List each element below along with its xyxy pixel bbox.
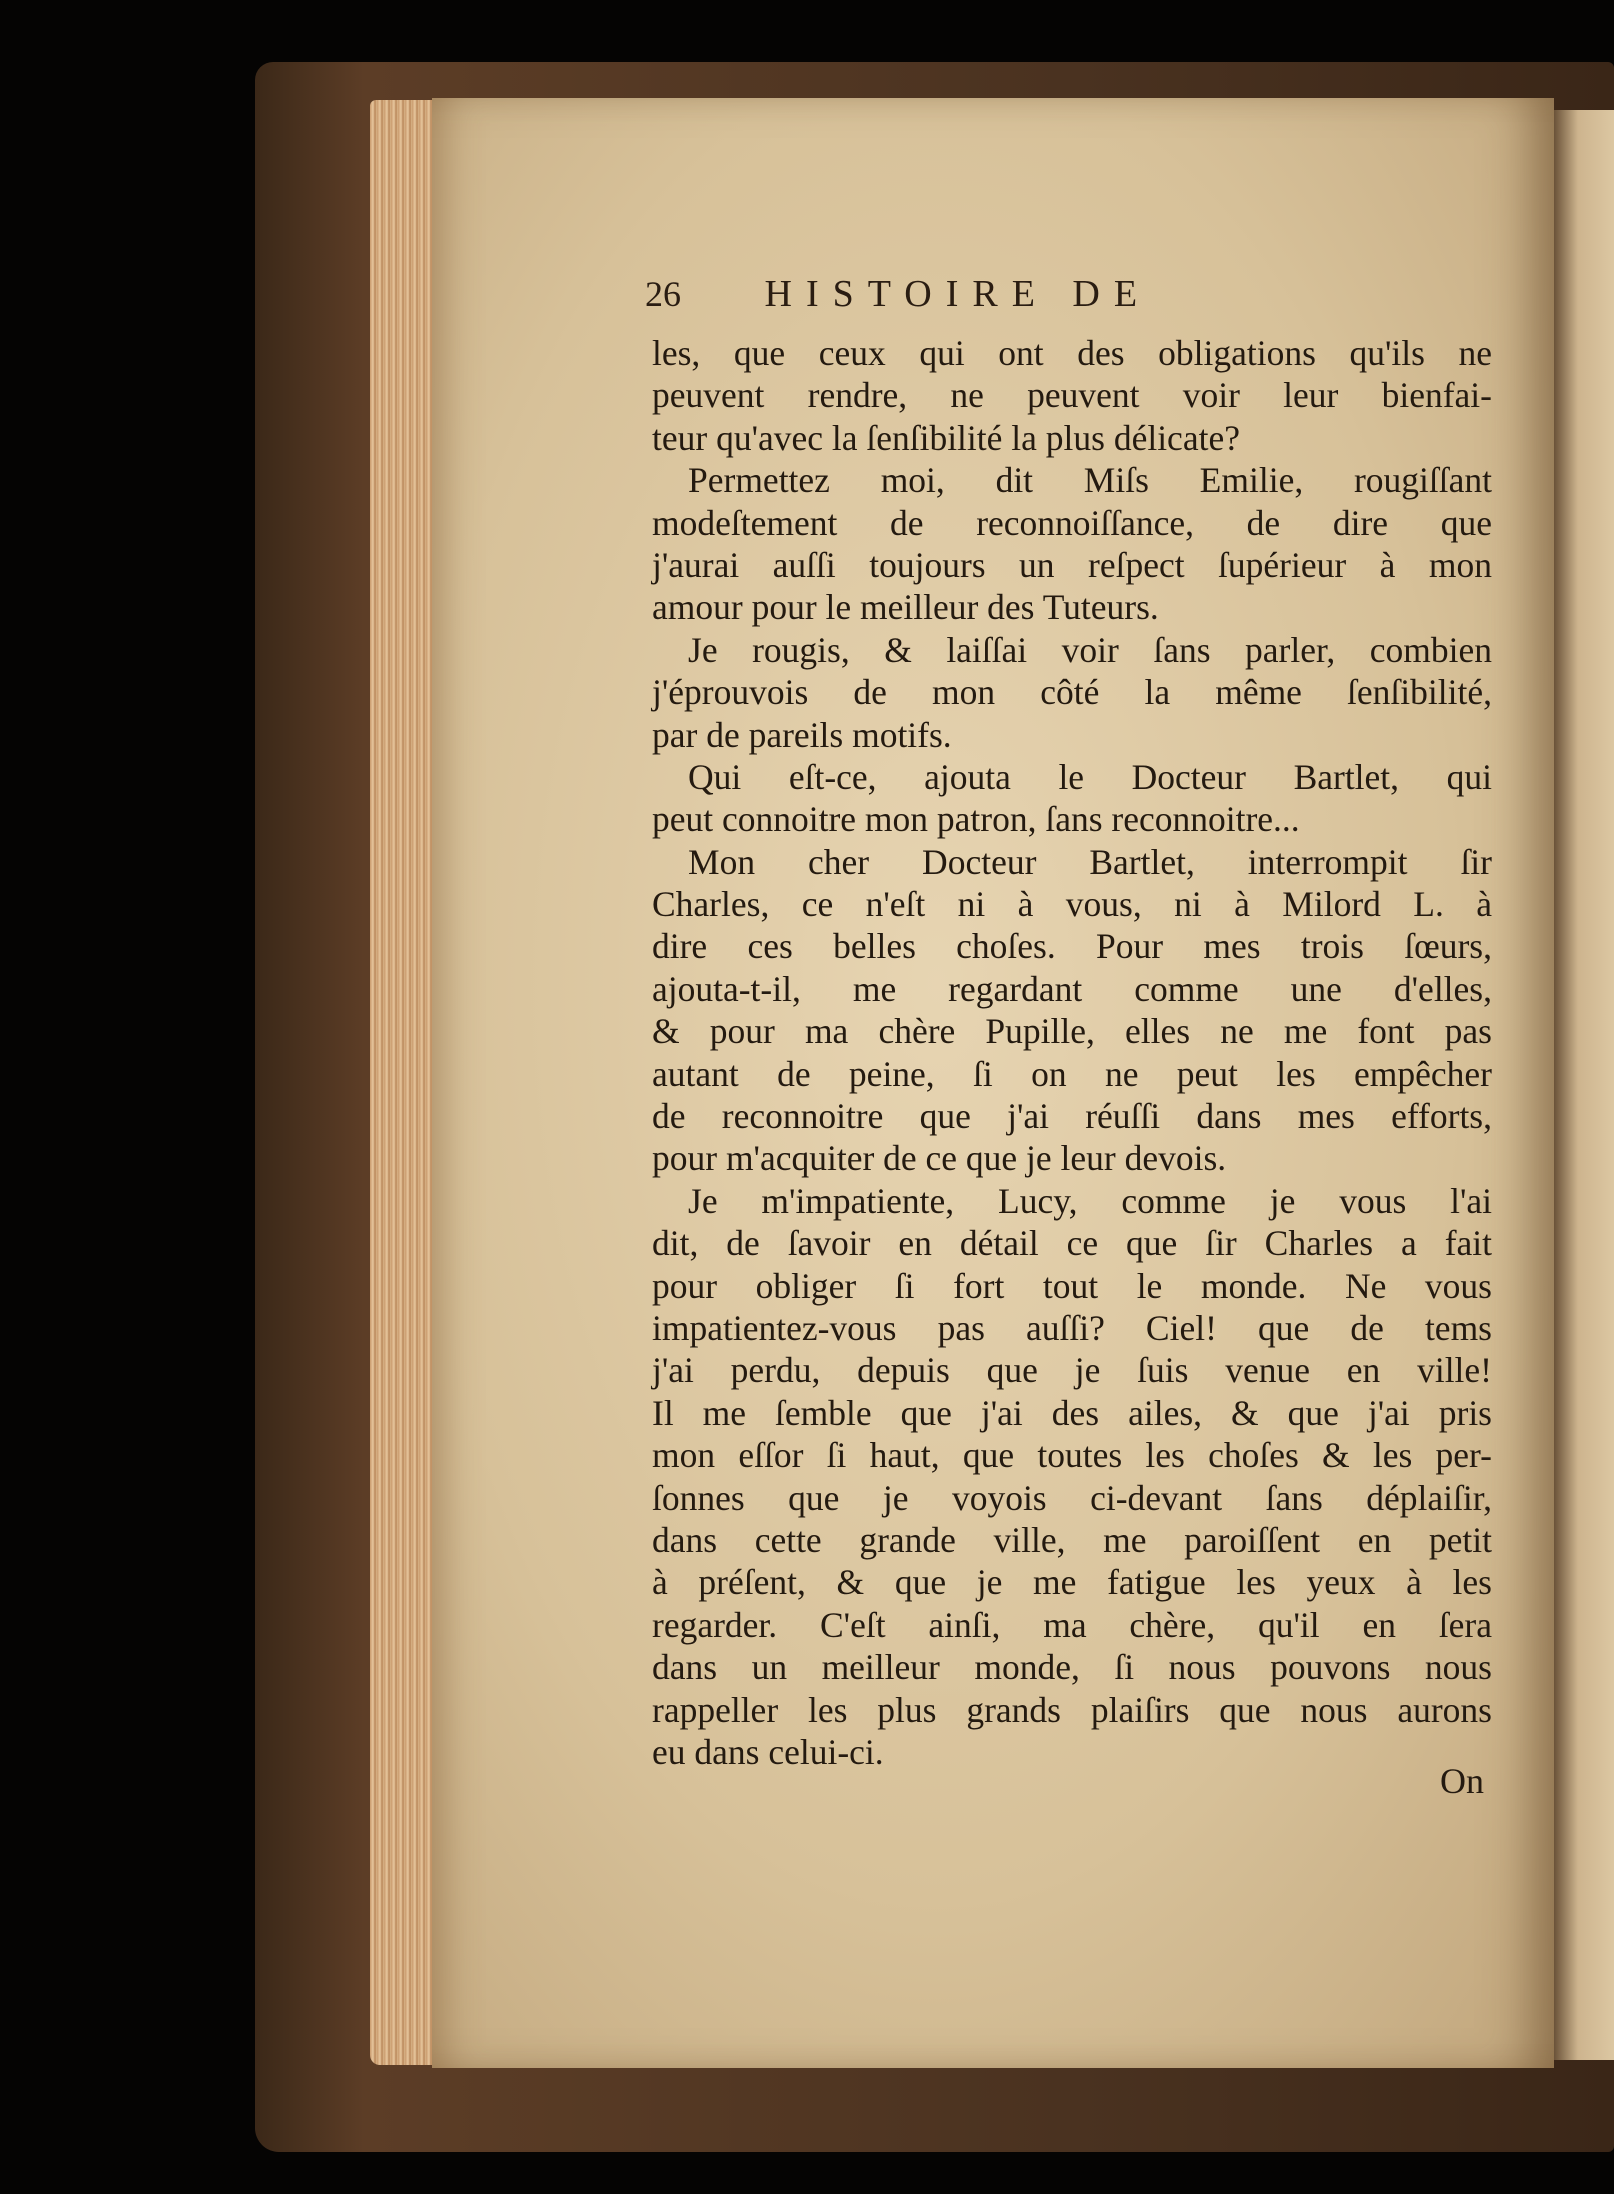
text-line: Charles, ce n'eſt ni à vous, ni à Milord L. à xyxy=(652,884,1492,925)
facing-page-edge xyxy=(1554,110,1614,2060)
text-line: peut connoitre mon patron, ſans reconnoitre... xyxy=(652,799,1300,840)
text-line: les, que ceux qui ont des obligations qu'ils ne xyxy=(652,333,1492,373)
text-line: & pour ma chère Pupille, elles ne me font pas xyxy=(652,1011,1492,1052)
text-line: peuvent rendre, ne peuvent voir leur bienfai- xyxy=(652,375,1492,416)
page-header xyxy=(645,272,1365,322)
text-line: Mon cher Docteur Bartlet, interrompit ſir xyxy=(688,841,1492,882)
text-line: dans un meilleur monde, ſi nous pouvons nous xyxy=(652,1647,1492,1688)
text-line: rappeller les plus grands plaiſirs que nous aurons xyxy=(652,1689,1492,1730)
text-line: j'éprouvois de mon côté la même ſenſibilité, xyxy=(652,672,1492,713)
text-line: Qui eſt-ce, ajouta le Docteur Bartlet, qui xyxy=(688,756,1492,797)
text-line: pour obliger ſi fort tout le monde. Ne vous xyxy=(652,1265,1492,1306)
text-line: mon eſſor ſi haut, que toutes les choſes & les per- xyxy=(652,1435,1492,1476)
text-line: regarder. C'eſt ainſi, ma chère, qu'il en ſera xyxy=(652,1604,1492,1645)
text-line: dans cette grande ville, me paroiſſent en petit xyxy=(652,1519,1492,1560)
body-text xyxy=(652,332,1492,1773)
text-line: modeſtement de reconnoiſſance, de dire que xyxy=(652,502,1492,543)
page-number: 26 xyxy=(645,274,681,314)
text-line: eu dans celui-ci. xyxy=(652,1731,884,1772)
text-line: de reconnoitre que j'ai réuſſi dans mes efforts, xyxy=(652,1096,1492,1137)
text-line: par de pareils motifs. xyxy=(652,714,952,755)
page-edges xyxy=(370,100,440,2065)
catchword: On xyxy=(1440,1761,1484,1801)
text-line: j'aurai auſſi toujours un reſpect ſupérieur à mon xyxy=(652,544,1492,585)
text-line: teur qu'avec la ſenſibilité la plus délicate? xyxy=(652,417,1240,458)
text-line: à préſent, & que je me fatigue les yeux à les xyxy=(652,1562,1492,1603)
text-line: impatientez-vous pas auſſi? Ciel! que de tems xyxy=(652,1307,1492,1348)
text-line: ajouta-t-il, me regardant comme une d'elles, xyxy=(652,968,1492,1009)
text-line: dit, de ſavoir en détail ce que ſir Charles a fait xyxy=(652,1223,1492,1264)
text-line: j'ai perdu, depuis que je ſuis venue en ville! xyxy=(652,1350,1492,1391)
text-line: Permettez moi, dit Miſs Emilie, rougiſſant xyxy=(688,460,1492,501)
running-head: HISTOIRE DE xyxy=(764,273,1152,315)
text-line: autant de peine, ſi on ne peut les empêcher xyxy=(652,1053,1492,1094)
text-line: ſonnes que je voyois ci-devant ſans déplaiſir, xyxy=(652,1477,1492,1518)
text-line: dire ces belles choſes. Pour mes trois ſœurs, xyxy=(652,926,1492,967)
text-line: pour m'acquiter de ce que je leur devois. xyxy=(652,1138,1227,1179)
text-line: amour pour le meilleur des Tuteurs. xyxy=(652,587,1159,628)
text-line: Je m'impatiente, Lucy, comme je vous l'ai xyxy=(688,1180,1492,1221)
text-line: Il me ſemble que j'ai des ailes, & que j'ai pris xyxy=(652,1392,1492,1433)
text-line: Je rougis, & laiſſai voir ſans parler, combien xyxy=(688,629,1492,670)
